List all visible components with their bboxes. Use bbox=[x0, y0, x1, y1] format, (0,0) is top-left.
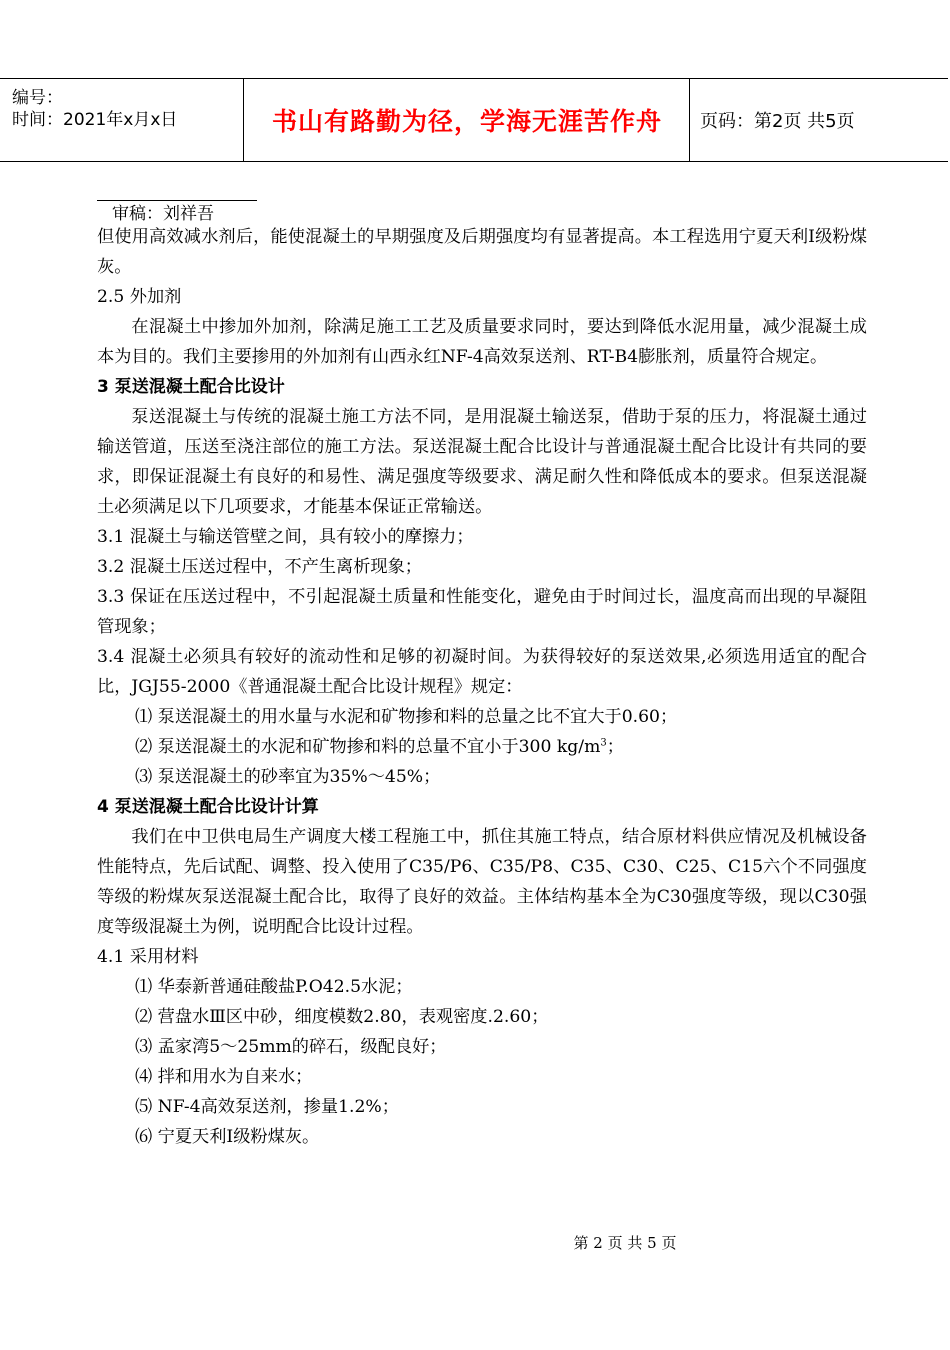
superscript: 3 bbox=[600, 737, 607, 749]
list-item: ⑵ 营盘水Ⅲ区中砂，细度模数2.80，表观密度.2.60； bbox=[135, 1007, 549, 1027]
page-header bbox=[0, 78, 948, 162]
section-heading: 4 泵送混凝土配合比设计计算 bbox=[97, 797, 319, 817]
time-label: 时间：2021年x月x日 bbox=[12, 110, 178, 130]
header-meta bbox=[12, 87, 242, 131]
number-label: 编号： bbox=[12, 88, 63, 108]
list-item: ⑴ 华泰新普通硅酸盐P.O42.5水泥； bbox=[135, 977, 413, 997]
section-heading: 3 泵送混凝土配合比设计 bbox=[97, 377, 285, 397]
list-item: 3.2 混凝土压送过程中，不产生离析现象； bbox=[97, 557, 422, 577]
reviewer-note: 审稿：刘祥吾 bbox=[112, 204, 214, 224]
list-item: ⑶ 泵送混凝土的砂率宜为35%～45%； bbox=[135, 767, 441, 787]
header-motto: 书山有路勤为径，学海无涯苦作舟 bbox=[271, 107, 662, 136]
list-item: ⑸ NF-4高效泵送剂，掺量1.2%； bbox=[135, 1097, 399, 1117]
paragraph: 泵送混凝土与传统的混凝土施工方法不同，是用混凝土输送泵，借助于泵的压力，将混凝土通过输送管道，压送至浇注部位的施工方法。泵送混凝土配合比设计与普通混凝土配合比设计有共同的要求，即保证混凝土有良好的和易性、满足强度等级要求、满足耐久性和降低成本的要求。但泵送混凝土必须满足以下几项要求，才能基本保证正常输送。 bbox=[97, 407, 867, 517]
reviewer-rule bbox=[97, 200, 257, 201]
paragraph: 在混凝土中掺加外加剂，除满足施工工艺及质量要求同时，要达到降低水泥用量，减少混凝土成本为目的。我们主要掺用的外加剂有山西永红NF-4高效泵送剂、RT-B4膨胀剂，质量符合规定。 bbox=[97, 317, 867, 367]
paragraph: 但使用高效减水剂后，能使混凝土的早期强度及后期强度均有显著提高。本工程选用宁夏天利Ⅰ级粉煤灰。 bbox=[97, 227, 867, 277]
document-body bbox=[97, 222, 867, 1152]
header-page-number: 页码：第2页 共5页 bbox=[700, 111, 855, 132]
section-title: 2.5 外加剂 bbox=[97, 287, 182, 307]
list-item: ⑶ 孟家湾5～25mm的碎石，级配良好； bbox=[135, 1037, 447, 1057]
list-item-end: ； bbox=[606, 737, 624, 757]
page-footer: 第 2 页 共 5 页 bbox=[573, 1234, 677, 1252]
section-title: 4.1 采用材料 bbox=[97, 947, 199, 967]
list-item bbox=[97, 732, 867, 762]
list-item: 3.4 混凝土必须具有较好的流动性和足够的初凝时间。为获得较好的泵送效果,必须选用适宜的配合比，JGJ55-2000《普通混凝土配合比设计规程》规定： bbox=[97, 647, 867, 697]
list-item: 3.3 保证在压送过程中，不引起混凝土质量和性能变化，避免由于时间过长，温度高而出现的早凝阻管现象； bbox=[97, 587, 867, 637]
list-item-text: ⑵ 泵送混凝土的水泥和矿物掺和料的总量不宜小于300 kg/m bbox=[135, 737, 601, 757]
list-item: 3.1 混凝土与输送管壁之间，具有较小的摩擦力； bbox=[97, 527, 474, 547]
list-item: ⑹ 宁夏天利Ⅰ级粉煤灰。 bbox=[135, 1127, 320, 1147]
header-divider bbox=[689, 79, 690, 161]
list-item: ⑴ 泵送混凝土的用水量与水泥和矿物掺和料的总量之比不宜大于0.60； bbox=[135, 707, 678, 727]
list-item: ⑷ 拌和用水为自来水； bbox=[135, 1067, 313, 1087]
paragraph: 我们在中卫供电局生产调度大楼工程施工中，抓住其施工特点，结合原材料供应情况及机械设备性能特点，先后试配、调整、投入使用了C35/P6、C35/P8、C35、C30、C25、C15六个不同强度等级的粉煤灰泵送混凝土配合比，取得了良好的效益。主体结构基本全为C30强度等级，现以C30强度等级混凝土为例，说明配合比设计过程。 bbox=[97, 827, 867, 937]
